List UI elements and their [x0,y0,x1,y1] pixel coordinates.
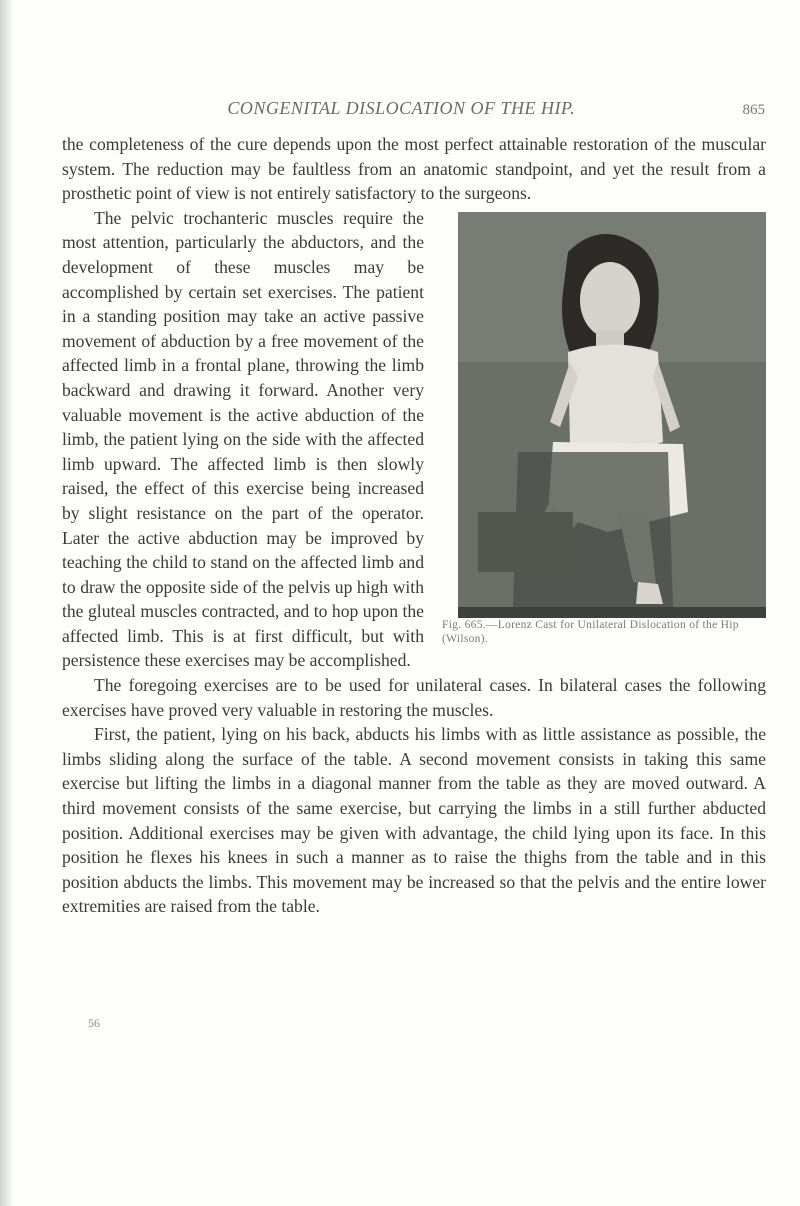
figure-caption: Fig. 665.—Lorenz Cast for Unilateral Dislocation of the Hip (Wilson). [442,618,739,645]
child-cast-illustration [458,212,766,618]
paragraph-1: the completeness of the cure depends upon the most perfect attainable restoration of the muscular system. The reduction may be faultless from an anatomic standpoint, and yet the result from a prosthetic point of view is not entirely satisfactory to the surgeons. [62,134,766,204]
page-header [60,98,765,119]
page-edge-shadow [0,0,14,1206]
figure-665 [442,212,766,646]
body-text [62,132,766,919]
paragraph-2: The pelvic trochanteric muscles require the most attention, particularly the abductors, and the development of these muscles may be accomplished by certain set exercises. The patient in a standing position may take an active passive movement of abduction by a free movement of the affected limb in a frontal plane, throwing the limb backward and drawing it forward. Another very valuable movement is the active abduction of the limb, the patient lying on the side with the affected limb upward. The affected limb is then slowly raised, the effect of this exercise being increased by slight resistance on the part of the operator. Later the active abduction may be improved by teaching the child to stand on the affected limb and to draw the opposite side of the pelvis up high with the gluteal muscles contracted, and to hop upon the affected limb. This is at first difficult, but with persistence these exercises may be accomplished. [62,207,424,671]
paragraph-4: First, the patient, lying on his back, abducts his limbs with as little assistance as possible, the limbs sliding along the surface of the table. A second movement consists in taking this same exercise but lifting the limbs in a diagonal manner from the table as they are moved outward. A third movement consists of the same exercise, but carrying the limbs in a still further abducted position. Additional exercises may be given with advantage, the child lying upon its face. In this position he flexes his knees in such a manner as to raise the thighs from the table and in this position abducts the limbs. This movement may be increased so that the pelvis and the entire lower extremities are raised from the table. [62,724,766,917]
paragraph-3: The foregoing exercises are to be used for unilateral cases. In bilateral cases the following exercises have proved very valuable in restoring the muscles. [62,675,766,720]
figure-photo [458,212,766,618]
running-head: CONGENITAL DISLOCATION OF THE HIP. [227,98,576,118]
page-number: 865 [742,102,765,118]
signature-mark: 56 [88,1016,100,1030]
